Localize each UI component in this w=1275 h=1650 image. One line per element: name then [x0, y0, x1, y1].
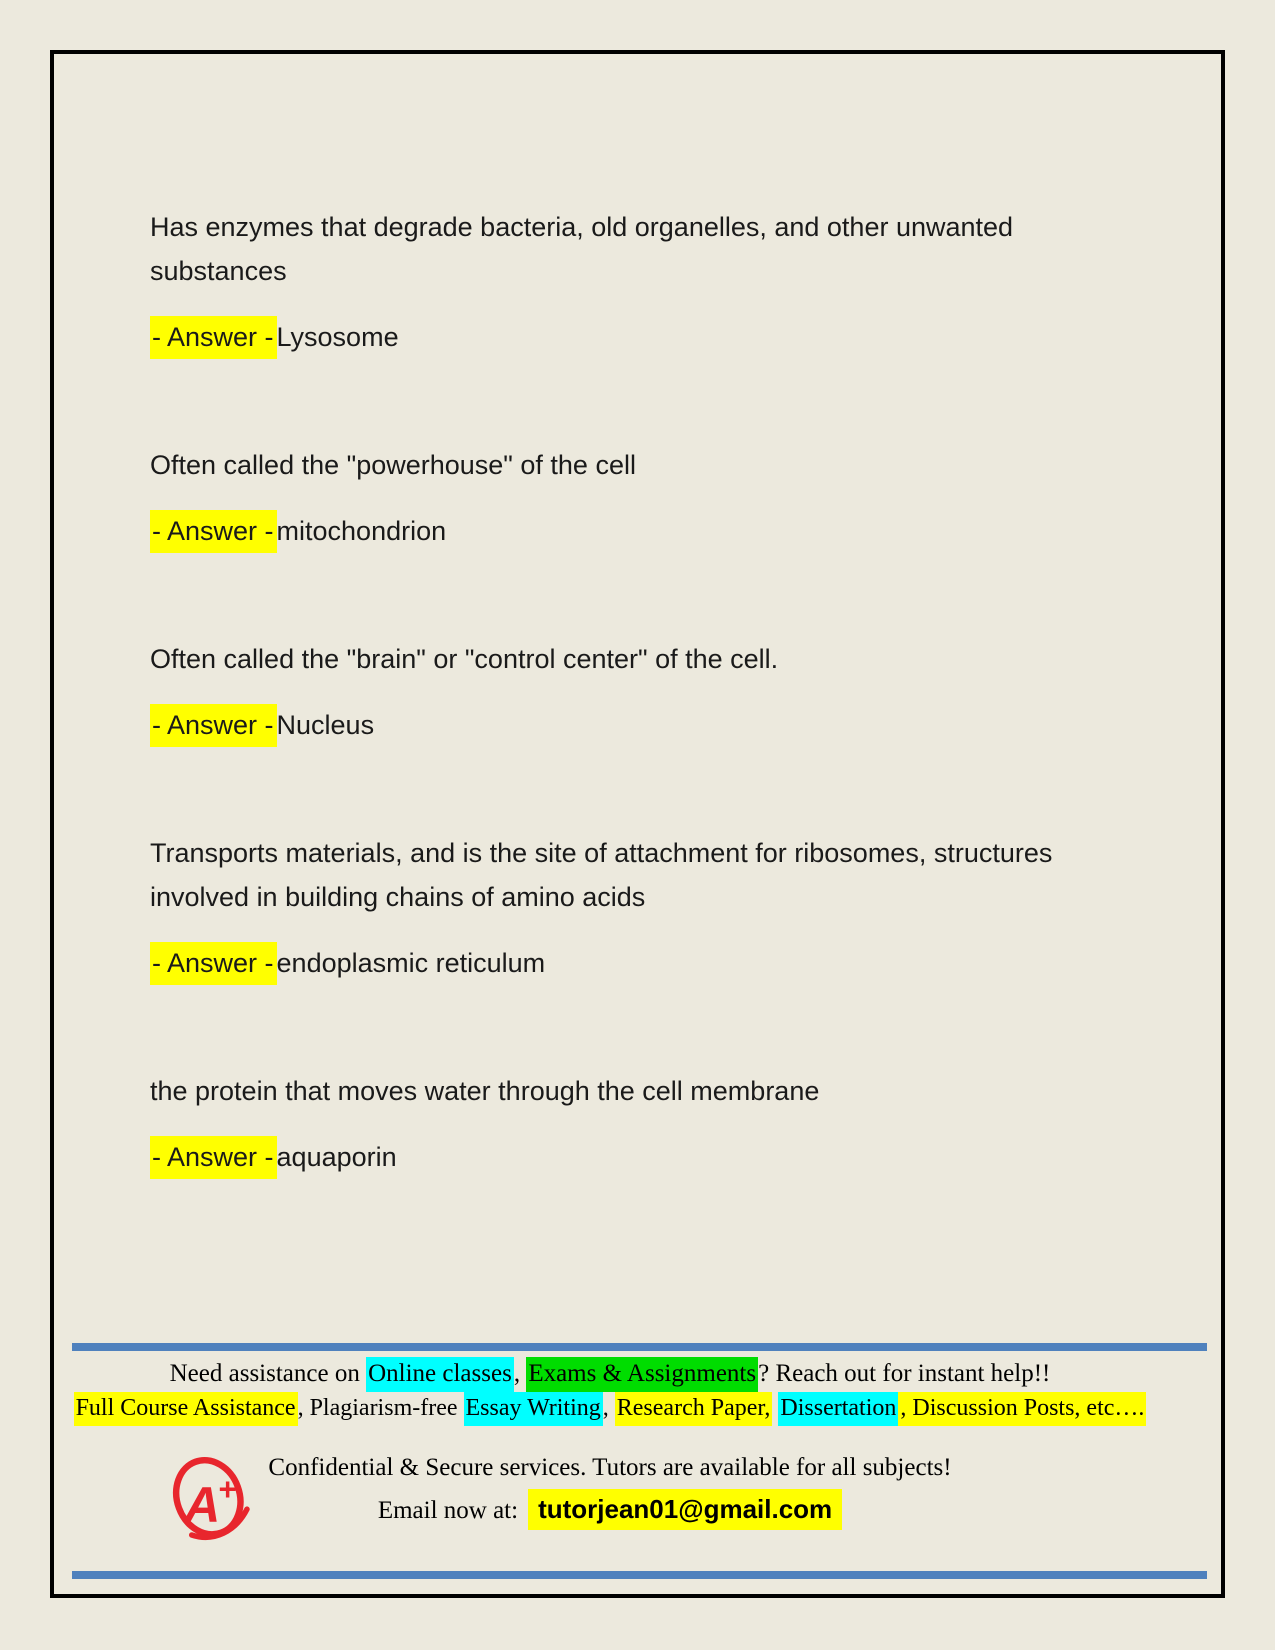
answer-line — [150, 509, 1125, 553]
qa-block — [150, 205, 1125, 359]
answer-text: Nucleus — [276, 710, 375, 740]
answer-line — [150, 315, 1125, 359]
qa-block — [150, 637, 1125, 747]
text-segment: ? Reach out for instant help!! — [758, 1360, 1051, 1387]
question-text: Often called the "powerhouse" of the cell — [150, 450, 636, 480]
answer-text: mitochondrion — [276, 516, 447, 546]
highlighted-text-segment: Essay Writing — [464, 1392, 603, 1426]
answer-text: Lysosome — [276, 322, 399, 352]
answer-label-highlight: - Answer - — [150, 510, 277, 553]
question-text: the protein that moves water through the cell membrane — [150, 1076, 820, 1106]
top-divider-line — [72, 1343, 1207, 1351]
answer-label-highlight: - Answer - — [150, 704, 277, 747]
answer-line — [150, 1135, 1125, 1179]
logo-plus: + — [218, 1472, 237, 1507]
email-label: Email now at: — [377, 1497, 519, 1524]
highlighted-text-segment: Online classes — [366, 1357, 514, 1392]
question-text: Often called the "brain" or "control center" of the cell. — [150, 644, 779, 674]
highlighted-text-segment: Research Paper, — [615, 1392, 773, 1426]
highlighted-text-segment: Exams & Assignments — [526, 1357, 758, 1392]
answer-line — [150, 941, 1125, 985]
highlighted-text-segment: Dissertation — [778, 1392, 898, 1426]
question-text: Has enzymes that degrade bacteria, old organelles, and other unwanted substances — [150, 212, 1014, 286]
qa-block — [150, 831, 1125, 985]
footer-services-line — [54, 1392, 1221, 1424]
answer-line — [150, 703, 1125, 747]
qa-list — [54, 54, 1221, 1179]
answer-label-highlight: - Answer - — [150, 316, 277, 359]
footer-ad — [54, 1343, 1221, 1594]
confidential-text: Confidential & Secure services. Tutors are available for all subjects! — [268, 1454, 952, 1481]
brand-row — [54, 1452, 1221, 1564]
highlighted-text-segment: Full Course Assistance — [74, 1392, 298, 1426]
text-segment: , — [602, 1395, 615, 1421]
highlighted-text-segment: , Discussion Posts, etc…. — [898, 1392, 1146, 1426]
bottom-divider-line — [72, 1571, 1207, 1579]
text-segment: , Plagiarism-free — [297, 1395, 464, 1421]
page-border-frame — [50, 50, 1225, 1598]
text-segment: Need assistance on — [169, 1360, 367, 1387]
email-address: tutorjean01@gmail.com — [528, 1489, 842, 1530]
qa-block — [150, 443, 1125, 553]
footer-help-line — [54, 1358, 1221, 1390]
qa-block — [150, 1069, 1125, 1179]
answer-text: aquaporin — [276, 1142, 397, 1172]
logo-letter: A — [184, 1477, 221, 1534]
answer-text: endoplasmic reticulum — [276, 948, 546, 978]
text-segment: , — [513, 1360, 527, 1387]
answer-label-highlight: - Answer - — [150, 1136, 277, 1179]
question-text: Transports materials, and is the site of attachment for ribosomes, structures involved in building chains of amino acids — [150, 838, 1053, 912]
answer-label-highlight: - Answer - — [150, 942, 277, 985]
a-plus-logo-icon — [166, 1454, 258, 1546]
